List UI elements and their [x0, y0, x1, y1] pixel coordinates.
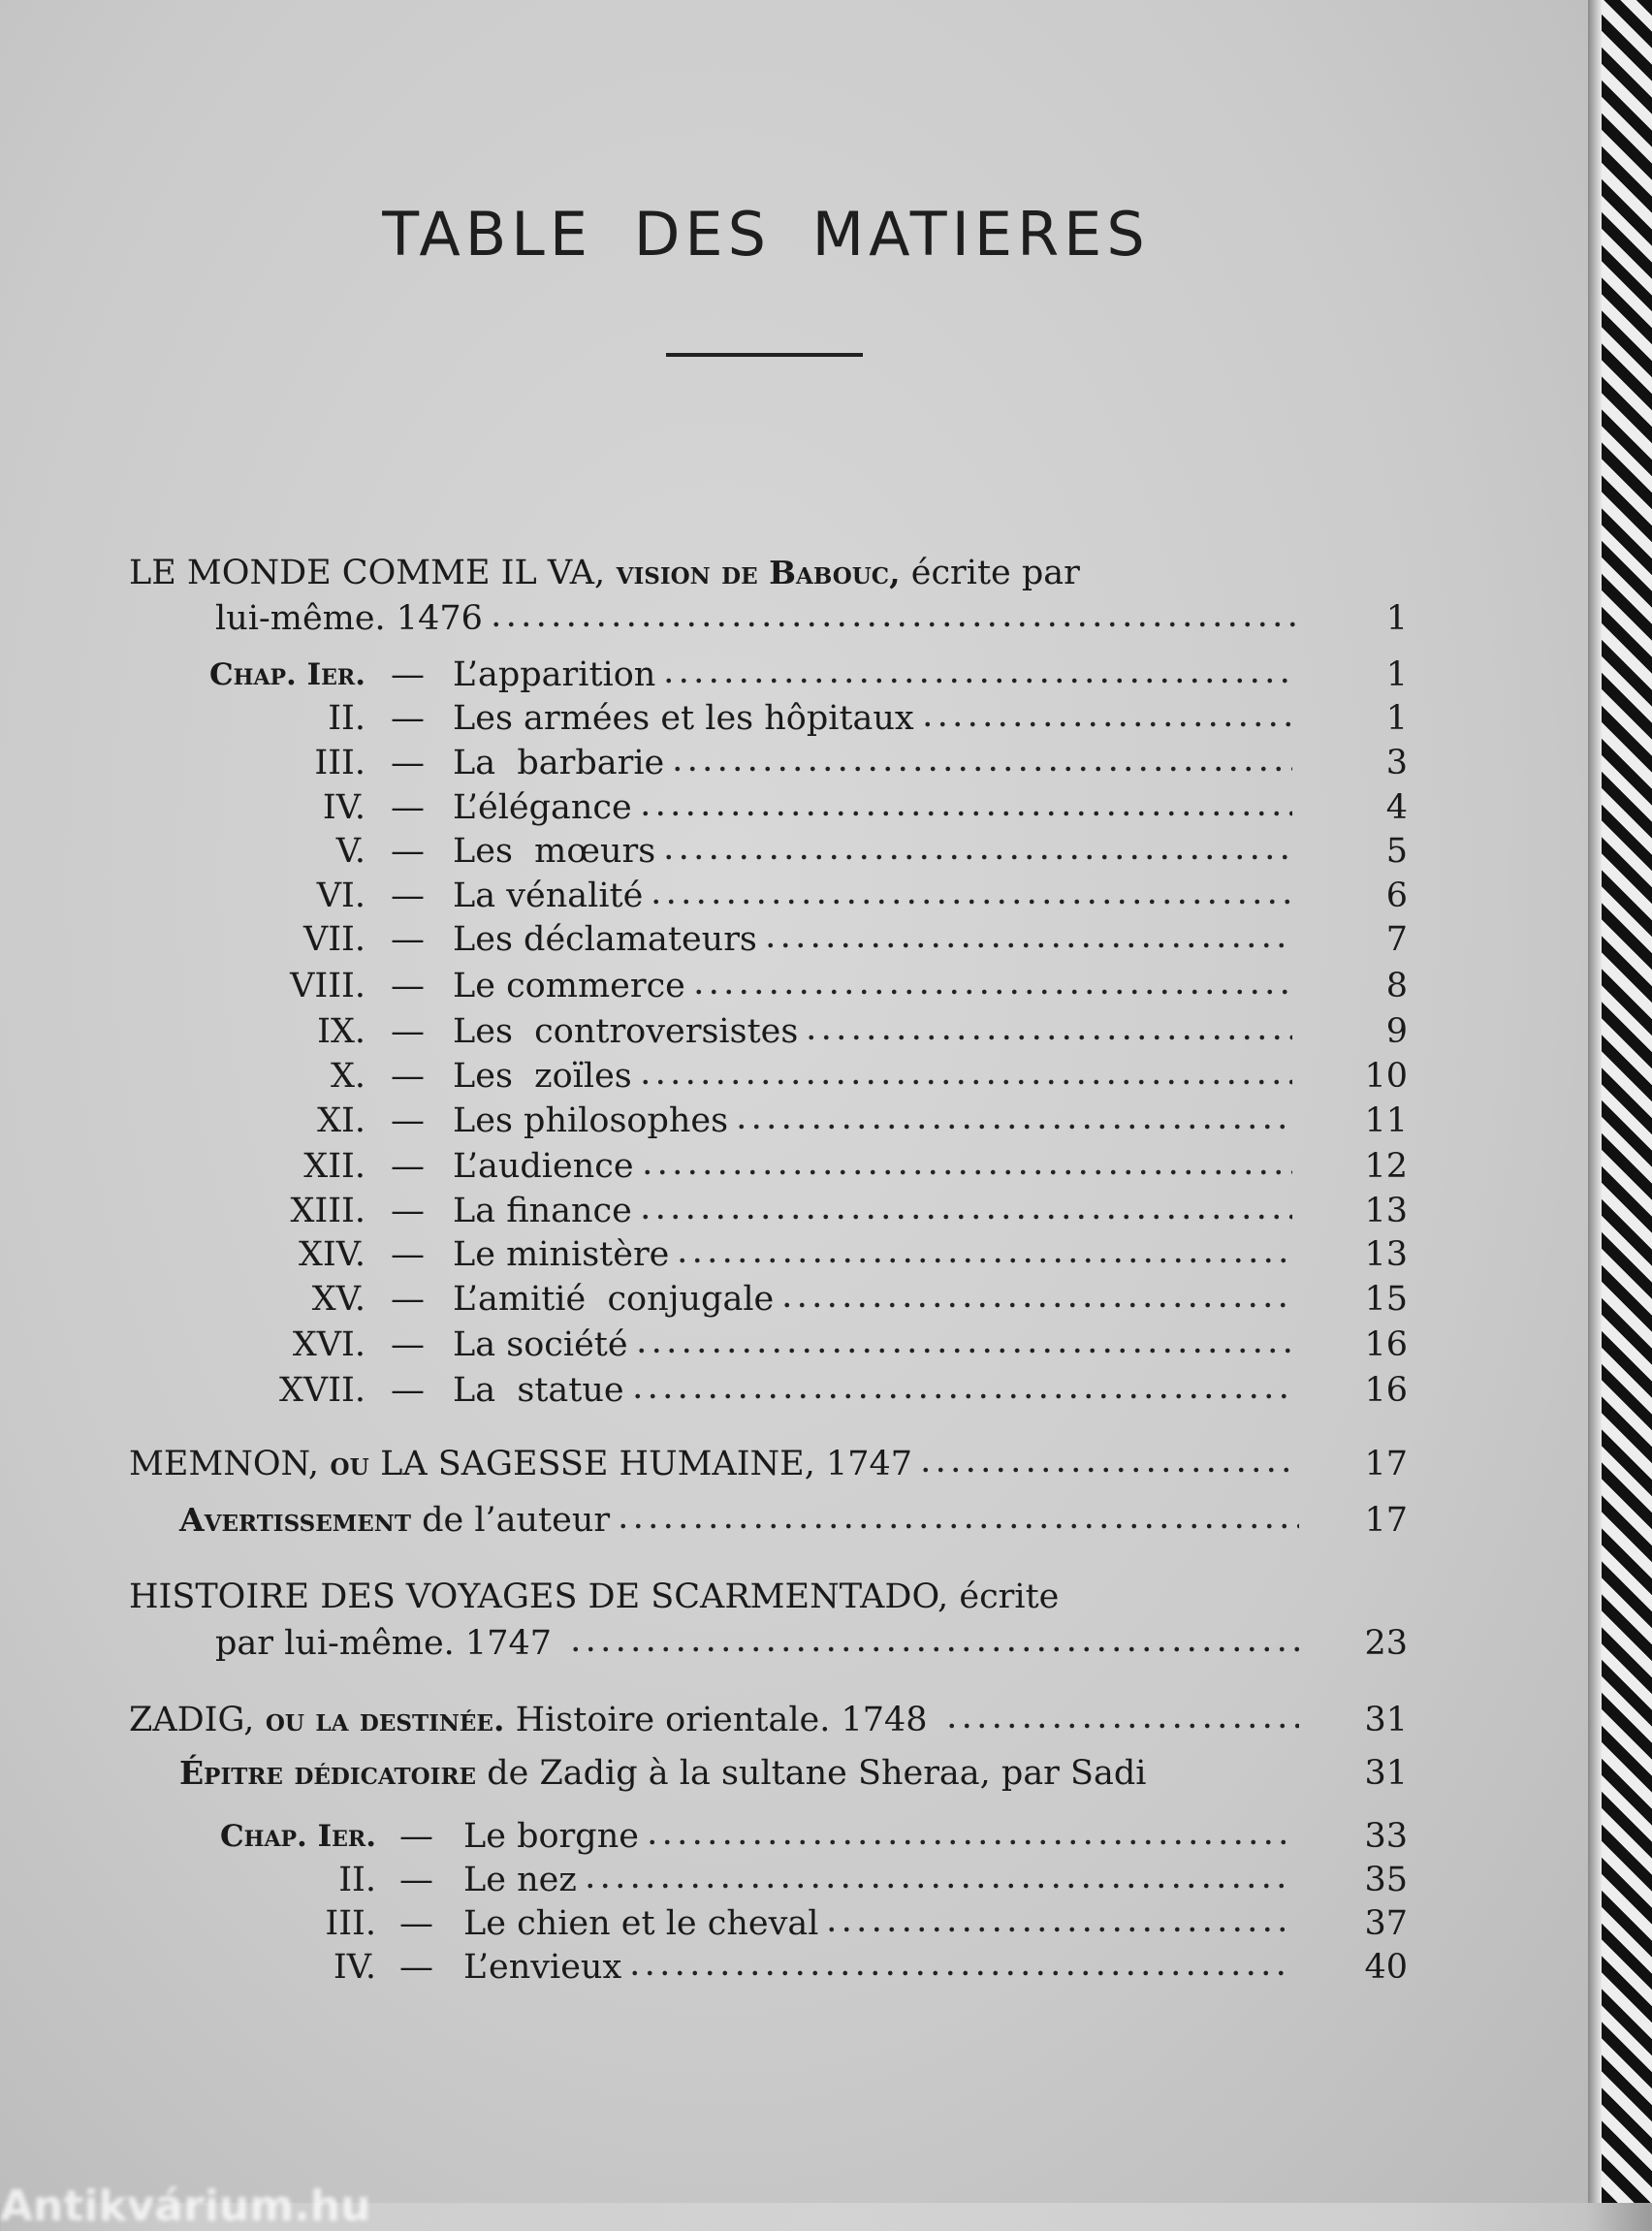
- entry-title: écrite: [948, 1578, 1060, 1616]
- entry-line: [453, 1144, 1292, 1189]
- entry-line: [453, 1368, 1292, 1413]
- toc-entry[interactable]: [0, 653, 1454, 697]
- entry-title: LA SAGESSE HUMAINE, 1747: [380, 1445, 913, 1483]
- decorative-border: [1602, 0, 1652, 2203]
- toc-entry[interactable]: [0, 1277, 1454, 1322]
- page-number: 31: [1364, 1754, 1408, 1793]
- chapter-numeral: VII.: [302, 920, 365, 959]
- entry-title: par lui-même. 1747: [215, 1624, 563, 1663]
- entry-title: La barbarie: [453, 744, 665, 782]
- dot-leader: [634, 1346, 1292, 1355]
- entry-line: [463, 1945, 1292, 1990]
- watermark: Antikvárium.hu: [0, 2182, 371, 2231]
- page-number: 37: [1364, 1904, 1408, 1943]
- dot-leader: [763, 940, 1292, 950]
- entry-line: [215, 596, 1299, 641]
- entry-title: Le commerce: [453, 967, 685, 1005]
- page-number: 1: [1385, 655, 1408, 694]
- page-number: 8: [1385, 967, 1408, 1005]
- toc-entry[interactable]: [0, 1232, 1454, 1277]
- dot-leader: [638, 809, 1292, 818]
- page-number: 16: [1364, 1371, 1408, 1410]
- chapter-numeral: VI.: [316, 876, 365, 915]
- entry-title: L’audience: [453, 1147, 634, 1186]
- dot-leader: [489, 620, 1299, 629]
- chapter-numeral: XVII.: [279, 1371, 365, 1410]
- dot-leader: [944, 1721, 1299, 1731]
- toc-entry[interactable]: [0, 596, 1454, 641]
- chapter-numeral: VIII.: [290, 967, 365, 1005]
- dash: —: [391, 1057, 425, 1096]
- entry-title: ZADIG,: [129, 1701, 255, 1739]
- toc-entry[interactable]: [0, 1442, 1454, 1486]
- page-number: 17: [1364, 1501, 1408, 1540]
- toc-entry[interactable]: [0, 741, 1454, 785]
- dash: —: [399, 1861, 433, 1899]
- toc-entry[interactable]: [0, 1009, 1454, 1054]
- dash: —: [399, 1817, 433, 1856]
- chapter-numeral: IV.: [333, 1948, 376, 1987]
- entry-title: La société: [453, 1325, 628, 1364]
- entry-line: [179, 1498, 1299, 1543]
- dot-leader: [627, 1968, 1292, 1978]
- entry-line: [129, 1575, 1299, 1619]
- entry-title: L’apparition: [453, 655, 656, 694]
- page-number: 23: [1364, 1624, 1408, 1663]
- chapter-numeral: III.: [314, 744, 365, 782]
- entry-subtitle: Épitre dédicatoire: [179, 1754, 477, 1792]
- chapter-numeral: XIV.: [298, 1235, 365, 1274]
- page-number: 31: [1364, 1701, 1408, 1739]
- dash: —: [391, 832, 425, 871]
- entry-title: MEMNON,: [129, 1445, 320, 1483]
- dash: —: [399, 1904, 433, 1943]
- dash: —: [391, 655, 425, 694]
- toc-entry[interactable]: [0, 1901, 1454, 1946]
- entry-title: Le nez: [463, 1861, 577, 1899]
- title-rule: [666, 353, 863, 357]
- entry-title: Le ministère: [453, 1235, 670, 1274]
- entry-line: [453, 1054, 1292, 1099]
- dash: —: [391, 699, 425, 738]
- page-number: 7: [1385, 920, 1408, 959]
- entry-line: [129, 1442, 1299, 1486]
- entry-line: [453, 785, 1292, 830]
- entry-subtitle: Avertissement: [179, 1501, 411, 1539]
- entry-line: [463, 1814, 1292, 1859]
- toc-entry[interactable]: [0, 1144, 1454, 1189]
- entry-line: [453, 917, 1292, 962]
- page-number: 16: [1364, 1325, 1408, 1364]
- entry-title: Le chien et le cheval: [463, 1904, 819, 1943]
- chapter-numeral: XVI.: [292, 1325, 365, 1364]
- page-number: 5: [1385, 832, 1408, 871]
- dash: —: [391, 1147, 425, 1186]
- toc-entry[interactable]: [0, 1099, 1454, 1143]
- entry-title: LE MONDE COMME IL VA,: [129, 554, 606, 592]
- chapter-label: Chap. Ier.: [208, 657, 365, 692]
- dash: —: [391, 1280, 425, 1319]
- entry-line: [463, 1858, 1292, 1902]
- entry-title: Les déclamateurs: [453, 920, 757, 959]
- chapter-numeral: II.: [328, 699, 365, 738]
- page-number: 13: [1364, 1235, 1408, 1274]
- entry-title: écrite par: [900, 554, 1080, 592]
- chapter-numeral: X.: [330, 1057, 365, 1096]
- page-number: 11: [1364, 1101, 1408, 1140]
- chapter-numeral: IX.: [317, 1012, 365, 1051]
- dash: —: [399, 1948, 433, 1987]
- entry-title: de l’auteur: [410, 1501, 611, 1540]
- dash: —: [391, 967, 425, 1005]
- dot-leader: [779, 1300, 1292, 1310]
- entry-title: L’envieux: [463, 1948, 622, 1987]
- page-number: 4: [1385, 788, 1408, 827]
- entry-line: [215, 1621, 1299, 1666]
- dot-leader: [691, 987, 1292, 997]
- entry-title: La finance: [453, 1192, 632, 1230]
- dot-leader: [918, 1465, 1299, 1475]
- page-number: 15: [1364, 1280, 1408, 1319]
- toc-entry[interactable]: [0, 964, 1454, 1008]
- toc-entry[interactable]: [0, 917, 1454, 962]
- dot-leader: [824, 1925, 1292, 1934]
- entry-subtitle: ou: [319, 1445, 381, 1482]
- entry-line: [453, 741, 1292, 785]
- entry-line: [453, 1277, 1292, 1322]
- entry-line: [179, 1751, 1299, 1796]
- dot-leader: [661, 676, 1292, 685]
- toc-entry[interactable]: [0, 696, 1454, 741]
- page-number: 12: [1364, 1147, 1408, 1186]
- dash: —: [391, 1371, 425, 1410]
- dot-leader: [920, 719, 1292, 729]
- entry-title: La vénalité: [453, 876, 644, 915]
- toc-entry[interactable]: [0, 1368, 1454, 1413]
- toc-entry[interactable]: [0, 1814, 1454, 1859]
- toc-entry[interactable]: [0, 1189, 1454, 1233]
- dot-leader: [804, 1033, 1292, 1042]
- entry-title: Le borgne: [463, 1817, 639, 1856]
- chapter-numeral: IV.: [322, 788, 365, 827]
- chapter-label: Chap. Ier.: [219, 1819, 376, 1854]
- page-number: 17: [1364, 1445, 1408, 1483]
- toc-entry[interactable]: [0, 1575, 1454, 1619]
- toc-entry[interactable]: [0, 829, 1454, 874]
- toc-entry[interactable]: [0, 1323, 1454, 1367]
- page-number: 13: [1364, 1192, 1408, 1230]
- toc-entry[interactable]: [0, 1945, 1454, 1990]
- chapter-numeral: XV.: [311, 1280, 365, 1319]
- chapter-numeral: V.: [335, 832, 365, 871]
- dot-leader: [630, 1391, 1292, 1401]
- entry-line: [129, 1698, 1299, 1742]
- toc-entry[interactable]: [0, 874, 1454, 918]
- page-number: 6: [1385, 876, 1408, 915]
- page-number: 33: [1364, 1817, 1408, 1856]
- entry-title: Les mœurs: [453, 832, 656, 871]
- entry-line: [453, 1189, 1292, 1233]
- page-number: 3: [1385, 744, 1408, 782]
- dash: —: [391, 744, 425, 782]
- entry-title: HISTOIRE DES VOYAGES DE SCARMENTADO,: [129, 1578, 949, 1616]
- toc-entry[interactable]: [0, 1858, 1454, 1902]
- entry-line: [453, 696, 1292, 741]
- dash: —: [391, 1012, 425, 1051]
- chapter-numeral: XIII.: [290, 1192, 365, 1230]
- page-number: 40: [1364, 1948, 1408, 1987]
- page-number: 1: [1385, 599, 1408, 638]
- entry-line: [453, 1323, 1292, 1367]
- page-edge: [1588, 0, 1602, 2203]
- dot-leader: [568, 1644, 1299, 1654]
- entry-line: [453, 1232, 1292, 1277]
- dash: —: [391, 1325, 425, 1364]
- chapter-numeral: XI.: [317, 1101, 365, 1140]
- page-number: 9: [1385, 1012, 1408, 1051]
- page-number: 1: [1385, 699, 1408, 738]
- entry-line: [129, 551, 1299, 595]
- entry-title: Les armées et les hôpitaux: [453, 699, 914, 738]
- dot-leader: [661, 852, 1292, 862]
- toc-entry[interactable]: [0, 1498, 1454, 1543]
- dot-leader: [638, 1077, 1292, 1087]
- dash: —: [391, 1101, 425, 1140]
- page-number: 35: [1364, 1861, 1408, 1899]
- entry-title: lui-même. 1476: [215, 599, 483, 638]
- dash: —: [391, 1235, 425, 1274]
- entry-title: Les philosophes: [453, 1101, 729, 1140]
- entry-line: [453, 1099, 1292, 1143]
- entry-title: Les zoïles: [453, 1057, 632, 1096]
- entry-title: L’amitié conjugale: [453, 1280, 775, 1319]
- dot-leader: [583, 1881, 1292, 1891]
- toc-entry[interactable]: [0, 1621, 1454, 1666]
- entry-title: Histoire orientale. 1748: [504, 1701, 938, 1739]
- toc-entry[interactable]: [0, 1054, 1454, 1099]
- page-title: TABLE DES MATIERES: [382, 199, 1150, 270]
- dot-leader: [616, 1521, 1299, 1531]
- entry-line: [463, 1901, 1292, 1946]
- entry-line: [453, 874, 1292, 918]
- entry-line: [453, 653, 1292, 697]
- dash: —: [391, 788, 425, 827]
- dash: —: [391, 1192, 425, 1230]
- dash: —: [391, 920, 425, 959]
- entry-title: La statue: [453, 1371, 624, 1410]
- entry-title: de Zadig à la sultane Sheraa, par Sadi: [476, 1754, 1147, 1793]
- entry-title: Les controversistes: [453, 1012, 799, 1051]
- chapter-numeral: II.: [338, 1861, 376, 1899]
- dot-leader: [640, 1167, 1292, 1177]
- entry-line: [453, 829, 1292, 874]
- entry-line: [453, 964, 1292, 1008]
- entry-subtitle: vision de Babouc,: [605, 554, 901, 591]
- toc-entry[interactable]: [0, 1751, 1454, 1796]
- chapter-numeral: III.: [325, 1904, 376, 1943]
- dot-leader: [649, 897, 1292, 907]
- toc-entry[interactable]: [0, 785, 1454, 830]
- dot-leader: [734, 1122, 1292, 1131]
- dash: —: [391, 876, 425, 915]
- chapter-numeral: XII.: [303, 1147, 365, 1186]
- dot-leader: [638, 1212, 1292, 1222]
- entry-subtitle: ou la destinée.: [254, 1701, 505, 1738]
- toc-entry[interactable]: [0, 551, 1454, 595]
- dot-leader: [675, 1256, 1292, 1265]
- page-number: 10: [1364, 1057, 1408, 1096]
- entry-line: [453, 1009, 1292, 1054]
- toc-entry[interactable]: [0, 1698, 1454, 1742]
- entry-title: L’élégance: [453, 788, 632, 827]
- dot-leader: [645, 1837, 1292, 1847]
- dot-leader: [670, 764, 1292, 774]
